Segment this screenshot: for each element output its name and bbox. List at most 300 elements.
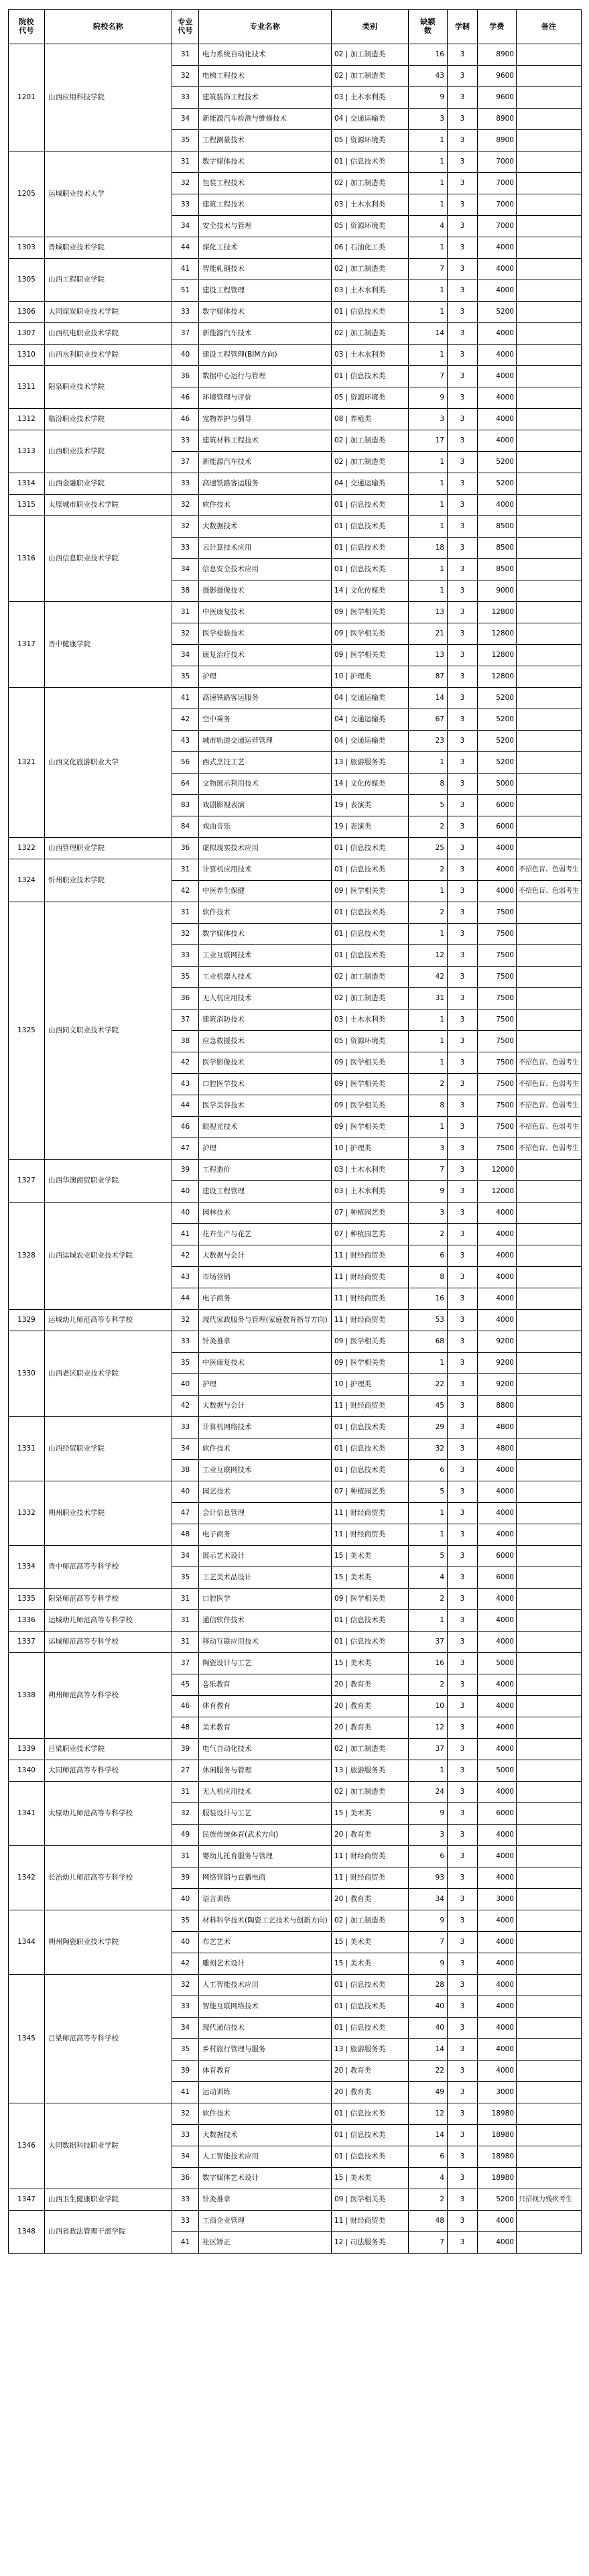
cell-years: 3: [448, 516, 478, 538]
col-header-category: 类别: [332, 10, 409, 44]
cell-tuition: 18980: [478, 2146, 517, 2168]
cell-vacancy-count: 8: [409, 774, 448, 795]
cell-major-name: 工程测量技术: [199, 130, 332, 151]
cell-category: 11 | 财经商贸类: [332, 1846, 409, 1867]
cell-major-name: 婴幼儿托育服务与管理: [199, 1846, 332, 1867]
cell-major-code: 34: [172, 1438, 199, 1460]
cell-vacancy-count: 1: [409, 1610, 448, 1632]
cell-years: 3: [448, 1245, 478, 1267]
cell-category: 01 | 信息技术类: [332, 838, 409, 859]
cell-major-code: 31: [172, 1632, 199, 1653]
cell-remark: [517, 538, 582, 559]
cell-school-code: 1311: [9, 366, 45, 409]
cell-years: 3: [448, 452, 478, 473]
cell-vacancy-count: 1: [409, 302, 448, 323]
cell-school-name: 运城职业技术大学: [45, 151, 172, 237]
cell-school-code: 1314: [9, 473, 45, 495]
cell-years: 3: [448, 859, 478, 881]
cell-school-code: 1331: [9, 1417, 45, 1481]
cell-vacancy-count: 40: [409, 1996, 448, 2018]
cell-major-code: 45: [172, 1674, 199, 1696]
cell-category: 13 | 旅游服务类: [332, 1760, 409, 1782]
cell-tuition: 7500: [478, 988, 517, 1009]
cell-remark: [517, 2103, 582, 2125]
cell-category: 03 | 土木水利类: [332, 1009, 409, 1031]
table-body: [9, 44, 582, 2254]
cell-major-name: 建筑材料工程技术: [199, 430, 332, 452]
cell-vacancy-count: 16: [409, 1288, 448, 1310]
cell-remark: [517, 1996, 582, 2018]
table-row: [9, 366, 582, 387]
cell-remark: [517, 2232, 582, 2254]
cell-category: 06 | 石油化工类: [332, 237, 409, 259]
cell-years: 3: [448, 945, 478, 967]
cell-years: 3: [448, 2189, 478, 2211]
table-row: [9, 237, 582, 259]
cell-tuition: 6000: [478, 816, 517, 838]
cell-tuition: 4000: [478, 237, 517, 259]
cell-years: 3: [448, 1503, 478, 1524]
cell-vacancy-count: 3: [409, 1825, 448, 1846]
cell-years: 3: [448, 1031, 478, 1052]
cell-tuition: 4000: [478, 1867, 517, 1889]
cell-remark: [517, 130, 582, 151]
cell-category: 07 | 种植园艺类: [332, 1224, 409, 1245]
cell-major-code: 35: [172, 1567, 199, 1589]
cell-vacancy-count: 7: [409, 1932, 448, 1953]
cell-major-name: 工程造价: [199, 1160, 332, 1181]
cell-category: 10 | 护理类: [332, 666, 409, 688]
cell-category: 01 | 信息技术类: [332, 924, 409, 945]
cell-remark: [517, 409, 582, 430]
cell-remark: 不招色盲、色弱考生: [517, 1052, 582, 1074]
cell-school-name: 晋中师范高等专科学校: [45, 1546, 172, 1589]
cell-tuition: 7500: [478, 924, 517, 945]
cell-vacancy-count: 2: [409, 1674, 448, 1696]
table-row: [9, 1653, 582, 1674]
cell-major-name: 网络营销与直播电商: [199, 1867, 332, 1889]
cell-tuition: 7500: [478, 902, 517, 924]
cell-school-code: 1332: [9, 1481, 45, 1546]
cell-years: 3: [448, 602, 478, 623]
cell-remark: 不招色盲、色弱考生: [517, 1074, 582, 1095]
table-row: [9, 302, 582, 323]
cell-vacancy-count: 29: [409, 1417, 448, 1438]
cell-major-name: 美术教育: [199, 1717, 332, 1739]
cell-vacancy-count: 18: [409, 538, 448, 559]
cell-major-code: 31: [172, 859, 199, 881]
cell-major-code: 39: [172, 1867, 199, 1889]
cell-category: 01 | 信息技术类: [332, 1460, 409, 1481]
cell-category: 02 | 加工制造类: [332, 1910, 409, 1932]
cell-tuition: 4000: [478, 2018, 517, 2039]
cell-remark: [517, 1953, 582, 1975]
cell-major-code: 38: [172, 1031, 199, 1052]
cell-major-name: 布艺艺术: [199, 1932, 332, 1953]
cell-school-code: 1305: [9, 259, 45, 302]
cell-remark: [517, 602, 582, 623]
cell-school-name: 山西省政法管理干部学院: [45, 2211, 172, 2254]
cell-major-code: 35: [172, 1910, 199, 1932]
cell-tuition: 12800: [478, 623, 517, 645]
cell-category: 01 | 信息技术类: [332, 2125, 409, 2146]
cell-tuition: 12000: [478, 1181, 517, 1203]
cell-remark: [517, 1331, 582, 1353]
cell-major-code: 46: [172, 387, 199, 409]
cell-tuition: 5200: [478, 473, 517, 495]
cell-tuition: 12800: [478, 666, 517, 688]
cell-major-name: 计算机网络技术: [199, 1417, 332, 1438]
cell-remark: [517, 924, 582, 945]
cell-major-name: 中医养生保健: [199, 881, 332, 902]
cell-category: 11 | 财经商贸类: [332, 1288, 409, 1310]
cell-major-code: 48: [172, 1524, 199, 1546]
cell-major-name: 数字媒体技术: [199, 151, 332, 173]
cell-remark: [517, 2061, 582, 2082]
cell-school-code: 1317: [9, 602, 45, 688]
cell-major-code: 41: [172, 259, 199, 280]
table-row: [9, 1417, 582, 1438]
cell-school-name: 阳泉职业技术学院: [45, 366, 172, 409]
cell-tuition: 4000: [478, 1932, 517, 1953]
cell-category: 15 | 美术类: [332, 1953, 409, 1975]
cell-school-code: 1348: [9, 2211, 45, 2254]
table-row: [9, 151, 582, 173]
cell-years: 3: [448, 2168, 478, 2189]
cell-major-name: 工业机器人技术: [199, 967, 332, 988]
cell-vacancy-count: 14: [409, 323, 448, 345]
cell-category: 01 | 信息技术类: [332, 1438, 409, 1460]
cell-vacancy-count: 1: [409, 237, 448, 259]
cell-tuition: 4000: [478, 2039, 517, 2061]
cell-tuition: 8800: [478, 1396, 517, 1417]
cell-category: 09 | 医学相关类: [332, 1589, 409, 1610]
cell-vacancy-count: 5: [409, 795, 448, 816]
cell-vacancy-count: 12: [409, 1717, 448, 1739]
cell-major-name: 数字媒体技术: [199, 302, 332, 323]
cell-tuition: 5000: [478, 1653, 517, 1674]
cell-tuition: 4000: [478, 1589, 517, 1610]
cell-vacancy-count: 8: [409, 1095, 448, 1117]
cell-remark: [517, 752, 582, 774]
cell-school-name: 山西文化旅游职业大学: [45, 688, 172, 838]
cell-major-code: 41: [172, 1224, 199, 1245]
cell-major-name: 应急救援技术: [199, 1031, 332, 1052]
cell-category: 20 | 教育类: [332, 1717, 409, 1739]
cell-vacancy-count: 1: [409, 495, 448, 516]
cell-school-code: 1322: [9, 838, 45, 859]
cell-tuition: 4000: [478, 2211, 517, 2232]
cell-tuition: 4000: [478, 1310, 517, 1331]
col-header-vacancy-count: [409, 10, 448, 44]
cell-vacancy-count: 3: [409, 409, 448, 430]
cell-school-code: 1325: [9, 902, 45, 1160]
cell-major-name: 护理: [199, 1138, 332, 1160]
cell-category: 02 | 加工制造类: [332, 1782, 409, 1803]
cell-tuition: 12000: [478, 1160, 517, 1181]
cell-major-code: 32: [172, 516, 199, 538]
cell-remark: [517, 988, 582, 1009]
cell-major-name: 建设工程管理(BIM方向): [199, 345, 332, 366]
cell-major-code: 33: [172, 87, 199, 109]
table-row: [9, 1760, 582, 1782]
cell-major-code: 51: [172, 280, 199, 302]
header-line: 代号: [178, 26, 193, 35]
cell-category: 01 | 信息技术类: [332, 302, 409, 323]
cell-years: 3: [448, 1674, 478, 1696]
cell-vacancy-count: 6: [409, 2146, 448, 2168]
cell-tuition: 4000: [478, 1996, 517, 2018]
cell-years: 3: [448, 967, 478, 988]
cell-tuition: 4000: [478, 1953, 517, 1975]
cell-tuition: 6000: [478, 1567, 517, 1589]
cell-vacancy-count: 23: [409, 731, 448, 752]
cell-school-name: 山西运城农业职业技术学院: [45, 1203, 172, 1310]
cell-tuition: 7500: [478, 967, 517, 988]
cell-vacancy-count: 1: [409, 1503, 448, 1524]
cell-category: 02 | 加工制造类: [332, 452, 409, 473]
cell-major-code: 44: [172, 237, 199, 259]
cell-tuition: 4000: [478, 323, 517, 345]
cell-remark: [517, 1310, 582, 1331]
cell-years: 3: [448, 194, 478, 216]
cell-remark: [517, 323, 582, 345]
cell-major-name: 数字媒体技术: [199, 924, 332, 945]
table-row: [9, 1310, 582, 1331]
cell-major-code: 34: [172, 2146, 199, 2168]
cell-major-code: 37: [172, 1009, 199, 1031]
cell-major-name: 电气自动化技术: [199, 1739, 332, 1760]
header-line: 数: [423, 26, 432, 35]
cell-tuition: 4000: [478, 1460, 517, 1481]
cell-remark: [517, 645, 582, 666]
cell-years: 3: [448, 1353, 478, 1374]
cell-years: 3: [448, 1696, 478, 1717]
cell-major-name: 园艺技术: [199, 1481, 332, 1503]
cell-school-name: 山西金融职业学院: [45, 473, 172, 495]
table-row: [9, 1331, 582, 1353]
cell-school-code: 1201: [9, 44, 45, 151]
cell-major-name: 现代家政服务与管理(家庭教育指导方向): [199, 1310, 332, 1331]
cell-years: 3: [448, 1310, 478, 1331]
cell-remark: [517, 731, 582, 752]
cell-years: 3: [448, 1589, 478, 1610]
cell-years: 3: [448, 731, 478, 752]
cell-tuition: 4000: [478, 1910, 517, 1932]
cell-school-code: 1321: [9, 688, 45, 838]
cell-tuition: 3000: [478, 1889, 517, 1910]
cell-vacancy-count: 6: [409, 1245, 448, 1267]
table-row: [9, 44, 582, 66]
cell-major-name: 针灸推拿: [199, 2189, 332, 2211]
cell-tuition: 4000: [478, 1288, 517, 1310]
cell-tuition: 4000: [478, 2232, 517, 2254]
cell-remark: [517, 1867, 582, 1889]
cell-years: 3: [448, 473, 478, 495]
cell-major-name: 建筑工程技术: [199, 194, 332, 216]
cell-vacancy-count: 1: [409, 173, 448, 194]
cell-category: 01 | 信息技术类: [332, 945, 409, 967]
cell-major-code: 37: [172, 452, 199, 473]
cell-years: 3: [448, 988, 478, 1009]
cell-major-name: 大数据技术: [199, 2125, 332, 2146]
cell-school-name: 大同数据科技职业学院: [45, 2103, 172, 2189]
cell-major-name: 展示艺术设计: [199, 1546, 332, 1567]
cell-years: 3: [448, 2018, 478, 2039]
cell-years: 3: [448, 1782, 478, 1803]
table-row: [9, 473, 582, 495]
cell-major-code: 37: [172, 1653, 199, 1674]
cell-category: 09 | 医学相关类: [332, 645, 409, 666]
cell-years: 3: [448, 580, 478, 602]
cell-category: 10 | 护理类: [332, 1374, 409, 1396]
cell-major-name: 大数据与会计: [199, 1245, 332, 1267]
cell-vacancy-count: 1: [409, 516, 448, 538]
cell-major-code: 39: [172, 2061, 199, 2082]
cell-tuition: 9200: [478, 1374, 517, 1396]
cell-remark: [517, 1674, 582, 1696]
table-row: [9, 516, 582, 538]
cell-remark: [517, 1889, 582, 1910]
cell-vacancy-count: 10: [409, 1696, 448, 1717]
cell-vacancy-count: 4: [409, 1567, 448, 1589]
cell-remark: [517, 1825, 582, 1846]
cell-major-name: 体育教育: [199, 2061, 332, 2082]
cell-school-code: 1205: [9, 151, 45, 237]
cell-major-name: 新能源汽车检测与维修技术: [199, 109, 332, 130]
cell-major-name: 中医康复技术: [199, 602, 332, 623]
cell-years: 3: [448, 795, 478, 816]
cell-tuition: 7000: [478, 216, 517, 237]
cell-school-name: 吕梁师范高等专科学校: [45, 1975, 172, 2103]
cell-vacancy-count: 1: [409, 1052, 448, 1074]
cell-years: 3: [448, 1374, 478, 1396]
cell-major-code: 33: [172, 302, 199, 323]
cell-major-name: 社区矫正: [199, 2232, 332, 2254]
cell-school-code: 1303: [9, 237, 45, 259]
cell-tuition: 5200: [478, 302, 517, 323]
cell-category: 01 | 信息技术类: [332, 1975, 409, 1996]
cell-remark: [517, 838, 582, 859]
cell-years: 3: [448, 1396, 478, 1417]
cell-major-code: 32: [172, 66, 199, 87]
cell-tuition: 4000: [478, 280, 517, 302]
col-header-major-name: 专业名称: [199, 10, 332, 44]
cell-vacancy-count: 1: [409, 1117, 448, 1138]
cell-tuition: 4000: [478, 1975, 517, 1996]
cell-major-code: 32: [172, 623, 199, 645]
cell-vacancy-count: 1: [409, 752, 448, 774]
cell-major-code: 34: [172, 109, 199, 130]
cell-major-name: 建设工程管理: [199, 1181, 332, 1203]
cell-major-code: 33: [172, 2189, 199, 2211]
cell-major-name: 高速铁路客运服务: [199, 688, 332, 709]
cell-category: 09 | 医学相关类: [332, 1117, 409, 1138]
cell-remark: [517, 1653, 582, 1674]
cell-vacancy-count: 2: [409, 2189, 448, 2211]
cell-years: 3: [448, 237, 478, 259]
cell-school-code: 1335: [9, 1589, 45, 1610]
cell-remark: [517, 44, 582, 66]
cell-major-name: 智能轧钢技术: [199, 259, 332, 280]
cell-category: 01 | 信息技术类: [332, 516, 409, 538]
cell-vacancy-count: 14: [409, 688, 448, 709]
cell-vacancy-count: 42: [409, 967, 448, 988]
cell-category: 07 | 种植园艺类: [332, 1481, 409, 1503]
cell-school-code: 1337: [9, 1632, 45, 1653]
cell-major-name: 雕刻艺术设计: [199, 1953, 332, 1975]
cell-remark: 不招色盲、色弱考生: [517, 1117, 582, 1138]
table-row: [9, 1589, 582, 1610]
cell-remark: 不招色盲、色弱考生: [517, 859, 582, 881]
cell-major-name: 人工智能技术应用: [199, 1975, 332, 1996]
cell-tuition: 18980: [478, 2168, 517, 2189]
cell-major-name: 医学美容技术: [199, 1095, 332, 1117]
cell-category: 15 | 美术类: [332, 1567, 409, 1589]
cell-major-name: 摄影摄像技术: [199, 580, 332, 602]
cell-category: 13 | 旅游服务类: [332, 752, 409, 774]
cell-years: 3: [448, 1610, 478, 1632]
cell-tuition: 4800: [478, 1417, 517, 1438]
cell-remark: [517, 2082, 582, 2103]
cell-major-name: 电梯工程技术: [199, 66, 332, 87]
cell-tuition: 6000: [478, 1546, 517, 1567]
cell-years: 3: [448, 2232, 478, 2254]
cell-major-name: 高速铁路客运服务: [199, 473, 332, 495]
cell-tuition: 12800: [478, 602, 517, 623]
cell-category: 15 | 美术类: [332, 1803, 409, 1825]
cell-tuition: 8900: [478, 44, 517, 66]
cell-years: 3: [448, 387, 478, 409]
cell-tuition: 4000: [478, 1782, 517, 1803]
cell-tuition: 18980: [478, 2125, 517, 2146]
cell-tuition: 7500: [478, 1074, 517, 1095]
cell-major-name: 服装设计与工艺: [199, 1803, 332, 1825]
cell-years: 3: [448, 280, 478, 302]
table-row: [9, 1481, 582, 1503]
cell-tuition: 4000: [478, 1524, 517, 1546]
cell-school-name: 朔州职业技术学院: [45, 1481, 172, 1546]
cell-years: 3: [448, 1052, 478, 1074]
cell-remark: [517, 1910, 582, 1932]
cell-category: 01 | 信息技术类: [332, 2103, 409, 2125]
cell-category: 20 | 教育类: [332, 1674, 409, 1696]
cell-category: 01 | 信息技术类: [332, 1417, 409, 1438]
cell-tuition: 4000: [478, 859, 517, 881]
cell-category: 04 | 交通运输类: [332, 709, 409, 731]
cell-major-code: 31: [172, 1610, 199, 1632]
cell-years: 3: [448, 1138, 478, 1160]
cell-remark: [517, 1975, 582, 1996]
table-row: [9, 2189, 582, 2211]
cell-category: 20 | 教育类: [332, 1889, 409, 1910]
cell-school-name: 山西工程职业学院: [45, 259, 172, 302]
cell-remark: [517, 1717, 582, 1739]
cell-major-code: 40: [172, 1932, 199, 1953]
cell-tuition: 4000: [478, 1481, 517, 1503]
cell-major-name: 建设工程管理: [199, 280, 332, 302]
cell-years: 3: [448, 1438, 478, 1460]
cell-vacancy-count: 1: [409, 345, 448, 366]
cell-remark: [517, 1224, 582, 1245]
cell-school-name: 山西管理职业学院: [45, 838, 172, 859]
cell-vacancy-count: 45: [409, 1396, 448, 1417]
cell-major-name: 花卉生产与花艺: [199, 1224, 332, 1245]
cell-years: 3: [448, 709, 478, 731]
cell-category: 05 | 资源环境类: [332, 130, 409, 151]
cell-vacancy-count: 21: [409, 623, 448, 645]
cell-major-code: 39: [172, 1739, 199, 1760]
